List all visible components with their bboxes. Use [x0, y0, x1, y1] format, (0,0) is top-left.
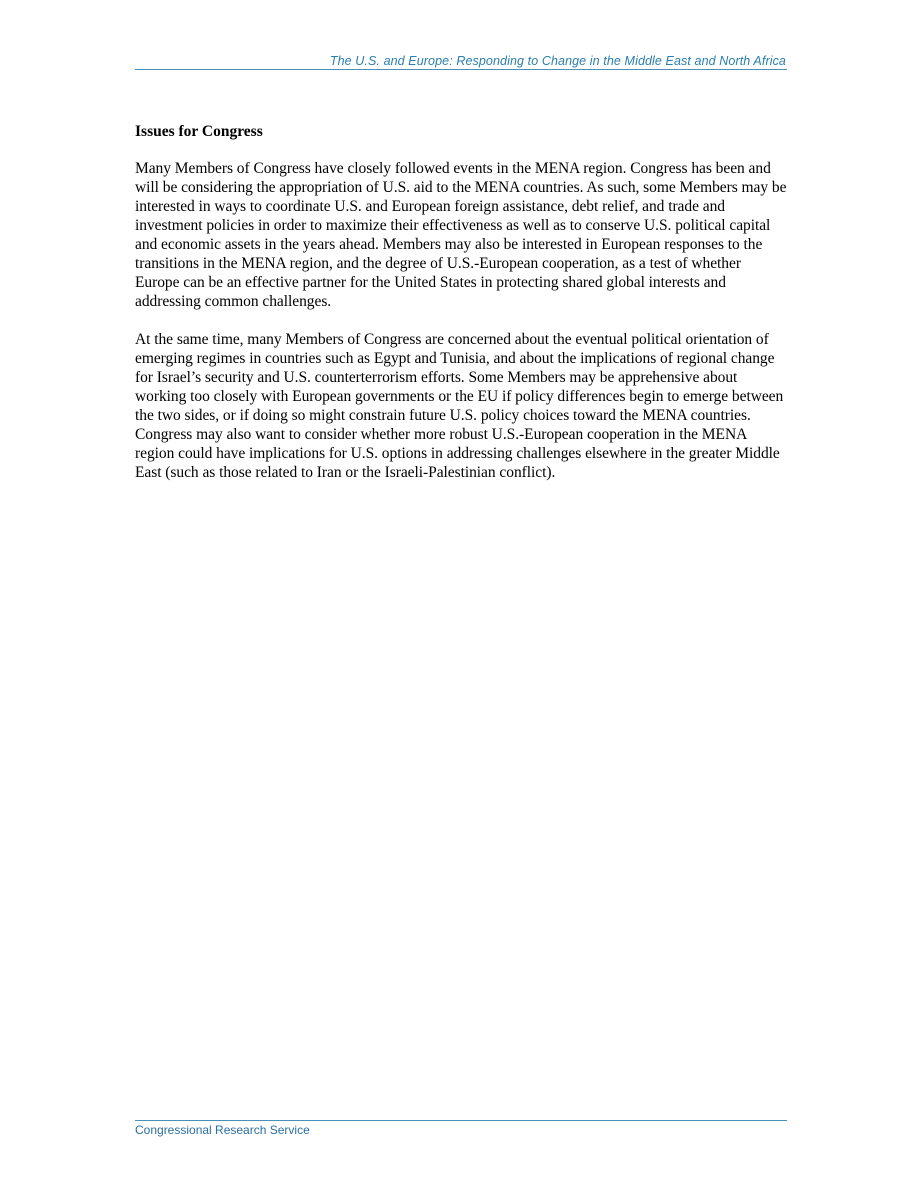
header-divider: [135, 69, 787, 70]
footer-divider: [135, 1120, 787, 1121]
paragraph-1: Many Members of Congress have closely followed events in the MENA region. Congress has been and will be considering the appropriation of U.S. aid to the MENA countries. As such, some Members may be interested in ways to coordinate U.S. and European foreign assistance, debt relief, and trade and investment policies in order to maximize their effectiveness as well as to conserve U.S. political capital and economic assets in the years ahead. Members may also be interested in European responses to the transitions in the MENA region, and the degree of U.S.-European cooperation, as a test of whether Europe can be an effective partner for the United States in protecting shared global interests and addressing common challenges.: [135, 160, 787, 310]
paragraph-2: At the same time, many Members of Congress are concerned about the eventual political orientation of emerging regimes in countries such as Egypt and Tunisia, and about the implications of regional change for Israel’s security and U.S. counterterrorism efforts. Some Members may be apprehensive about working too closely with European governments or the EU if policy differences begin to emerge between the two sides, or if doing so might constrain future U.S. policy choices toward the MENA countries. Congress may also want to consider whether more robust U.S.-European cooperation in the MENA region could have implications for U.S. options in addressing challenges elsewhere in the greater Middle East (such as those related to Iran or the Israeli-Palestinian conflict).: [135, 331, 784, 481]
footer-source: Congressional Research Service: [135, 1123, 310, 1137]
page-body: [135, 122, 787, 501]
section-heading: Issues for Congress: [135, 123, 263, 140]
running-header-title: The U.S. and Europe: Responding to Change in the Middle East and North Africa: [329, 54, 786, 68]
